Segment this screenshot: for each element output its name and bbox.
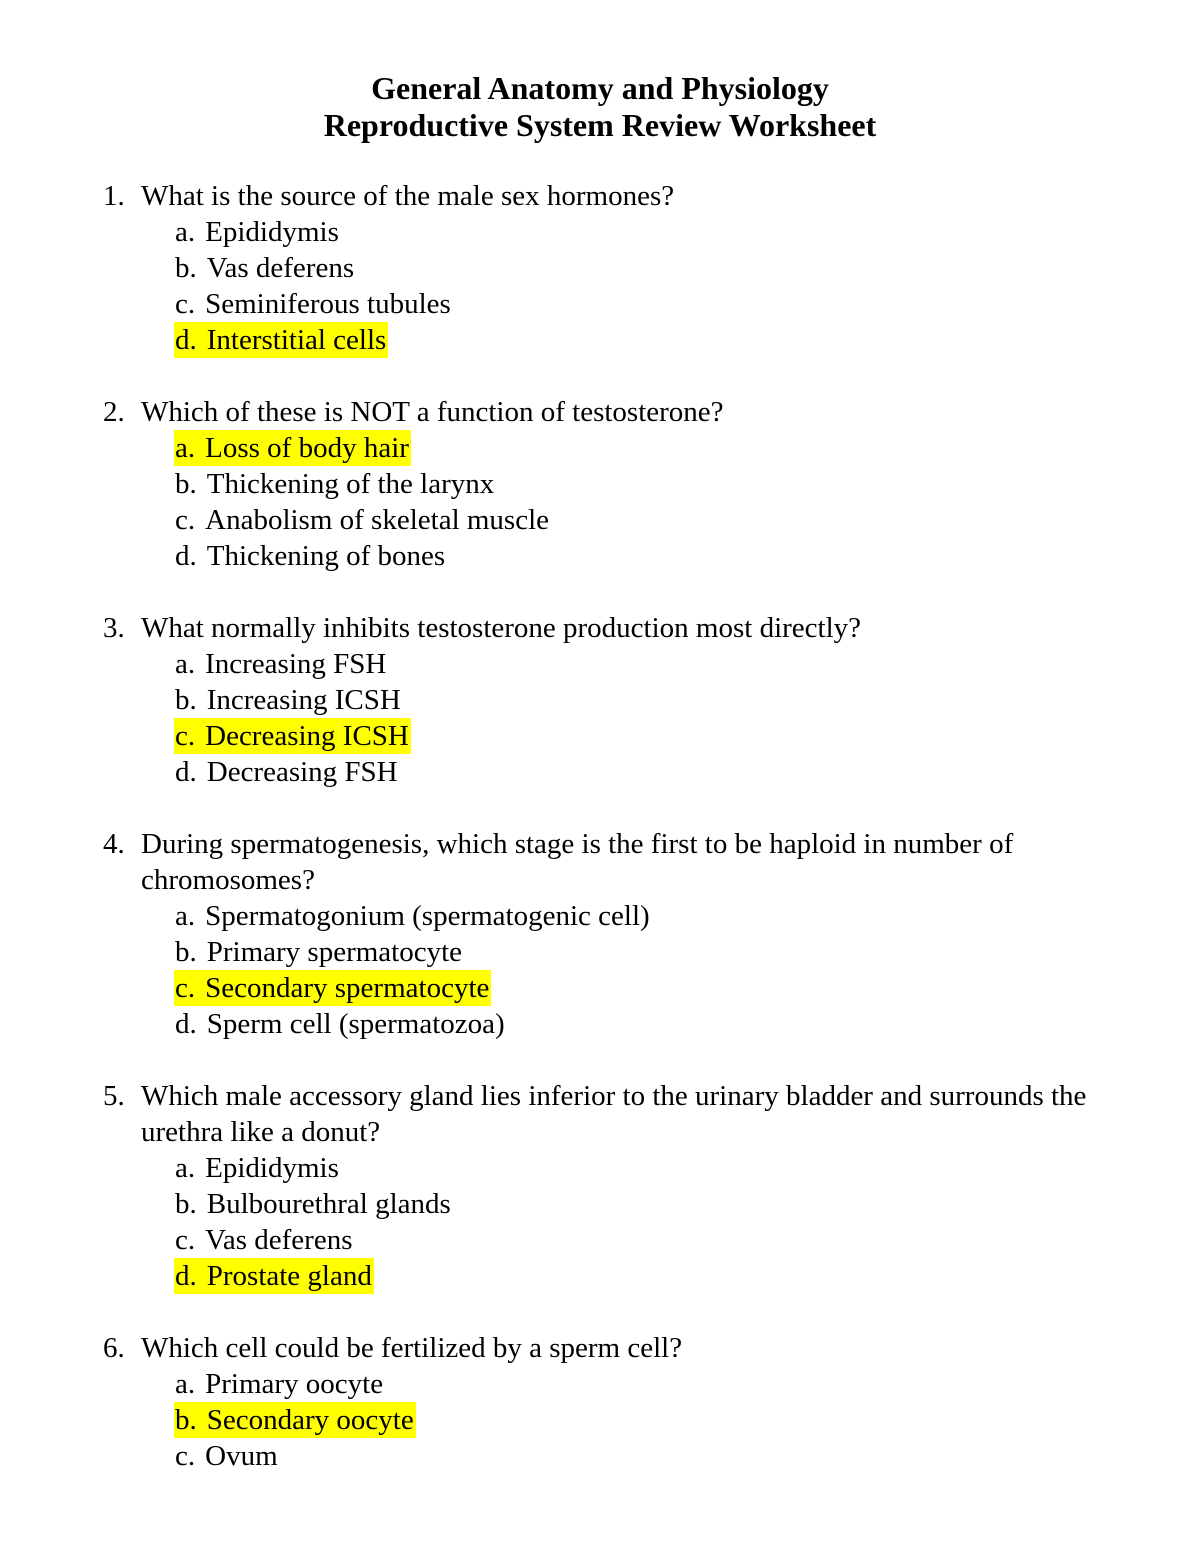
question-prompt: [103, 1330, 1130, 1366]
option-text: Decreasing ICSH: [205, 720, 409, 752]
option-text: Thickening of the larynx: [206, 468, 495, 500]
option-letter: d.: [175, 756, 197, 788]
option-b: [103, 1402, 1130, 1438]
option-text: Interstitial cells: [206, 324, 387, 356]
question-4: [103, 826, 1130, 1042]
option-text: Epididymis: [205, 1152, 339, 1184]
question-number: 1.: [103, 180, 125, 212]
option-list: [103, 1366, 1130, 1474]
option-letter: a.: [175, 900, 196, 932]
question-text: Which cell could be fertilized by a sperm cell?: [141, 1332, 683, 1364]
option-text: Vas deferens: [206, 252, 355, 284]
option-text: Loss of body hair: [205, 432, 409, 464]
question-number: 3.: [103, 612, 125, 644]
option-c: [103, 718, 1130, 754]
option-d: [103, 1258, 1130, 1294]
document-subtitle: Reproductive System Review Worksheet: [323, 107, 877, 143]
option-text: Epididymis: [205, 216, 339, 248]
option-d: [103, 538, 1130, 574]
option-list: [103, 214, 1130, 358]
option-text: Anabolism of skeletal muscle: [205, 504, 550, 536]
option-text: Secondary spermatocyte: [205, 972, 490, 1004]
option-c: [103, 286, 1130, 322]
question-text: Which male accessory gland lies inferior to the urinary bladder and surrounds the urethra like a donut?: [141, 1080, 1087, 1148]
document-title: General Anatomy and Physiology: [371, 70, 829, 106]
option-text: Thickening of bones: [206, 540, 446, 572]
question-prompt: [103, 394, 1130, 430]
option-text: Bulbourethral glands: [206, 1188, 451, 1220]
option-letter: b.: [175, 468, 197, 500]
question-number: 2.: [103, 396, 125, 428]
option-letter: c.: [175, 1440, 196, 1472]
question-text: During spermatogenesis, which stage is the first to be haploid in number of chromosomes?: [141, 828, 1014, 896]
option-list: [103, 1150, 1130, 1294]
question-prompt: [103, 178, 1130, 214]
option-list: [103, 430, 1130, 574]
option-letter: d.: [175, 540, 197, 572]
option-a: [103, 898, 1130, 934]
question-number: 6.: [103, 1332, 125, 1364]
option-d: [103, 754, 1130, 790]
question-2: [103, 394, 1130, 574]
option-letter: a.: [175, 1368, 196, 1400]
option-b: [103, 1186, 1130, 1222]
question-1: [103, 178, 1130, 358]
question-text: What is the source of the male sex hormones?: [141, 180, 675, 212]
option-text: Primary oocyte: [205, 1368, 384, 1400]
option-d: [103, 1006, 1130, 1042]
option-text: Spermatogonium (spermatogenic cell): [205, 900, 650, 932]
option-letter: d.: [175, 324, 197, 356]
question-text: Which of these is NOT a function of testosterone?: [141, 396, 724, 428]
option-b: [103, 250, 1130, 286]
option-text: Ovum: [205, 1440, 278, 1472]
option-text: Increasing FSH: [205, 648, 387, 680]
option-letter: c.: [175, 1224, 196, 1256]
option-d: [103, 322, 1130, 358]
question-text: What normally inhibits testosterone production most directly?: [141, 612, 862, 644]
question-3: [103, 610, 1130, 790]
option-letter: a.: [175, 1152, 196, 1184]
option-letter: c.: [175, 504, 196, 536]
option-list: [103, 646, 1130, 790]
question-prompt: [103, 826, 1130, 898]
option-b: [103, 466, 1130, 502]
document-header: [0, 70, 1200, 144]
option-letter: b.: [175, 684, 197, 716]
option-letter: b.: [175, 1188, 197, 1220]
option-text: Primary spermatocyte: [206, 936, 463, 968]
question-list: [0, 178, 1200, 1474]
option-c: [103, 502, 1130, 538]
option-c: [103, 1222, 1130, 1258]
option-text: Sperm cell (spermatozoa): [206, 1008, 505, 1040]
option-text: Seminiferous tubules: [205, 288, 451, 320]
question-prompt: [103, 1078, 1130, 1150]
question-prompt: [103, 610, 1130, 646]
option-letter: a.: [175, 216, 196, 248]
option-text: Vas deferens: [205, 1224, 353, 1256]
option-a: [103, 1366, 1130, 1402]
option-letter: b.: [175, 936, 197, 968]
option-letter: a.: [175, 432, 196, 464]
option-b: [103, 682, 1130, 718]
option-letter: d.: [175, 1008, 197, 1040]
option-text: Secondary oocyte: [206, 1404, 414, 1436]
option-a: [103, 646, 1130, 682]
option-letter: b.: [175, 1404, 197, 1436]
option-b: [103, 934, 1130, 970]
option-letter: c.: [175, 720, 196, 752]
option-letter: d.: [175, 1260, 197, 1292]
option-list: [103, 898, 1130, 1042]
option-text: Decreasing FSH: [206, 756, 398, 788]
option-a: [103, 1150, 1130, 1186]
option-text: Prostate gland: [206, 1260, 372, 1292]
question-5: [103, 1078, 1130, 1294]
option-a: [103, 214, 1130, 250]
option-a: [103, 430, 1130, 466]
option-c: [103, 1438, 1130, 1474]
option-text: Increasing ICSH: [206, 684, 401, 716]
option-letter: b.: [175, 252, 197, 284]
option-letter: c.: [175, 288, 196, 320]
question-number: 4.: [103, 828, 125, 860]
option-c: [103, 970, 1130, 1006]
question-number: 5.: [103, 1080, 125, 1112]
option-letter: a.: [175, 648, 196, 680]
question-6: [103, 1330, 1130, 1474]
option-letter: c.: [175, 972, 196, 1004]
